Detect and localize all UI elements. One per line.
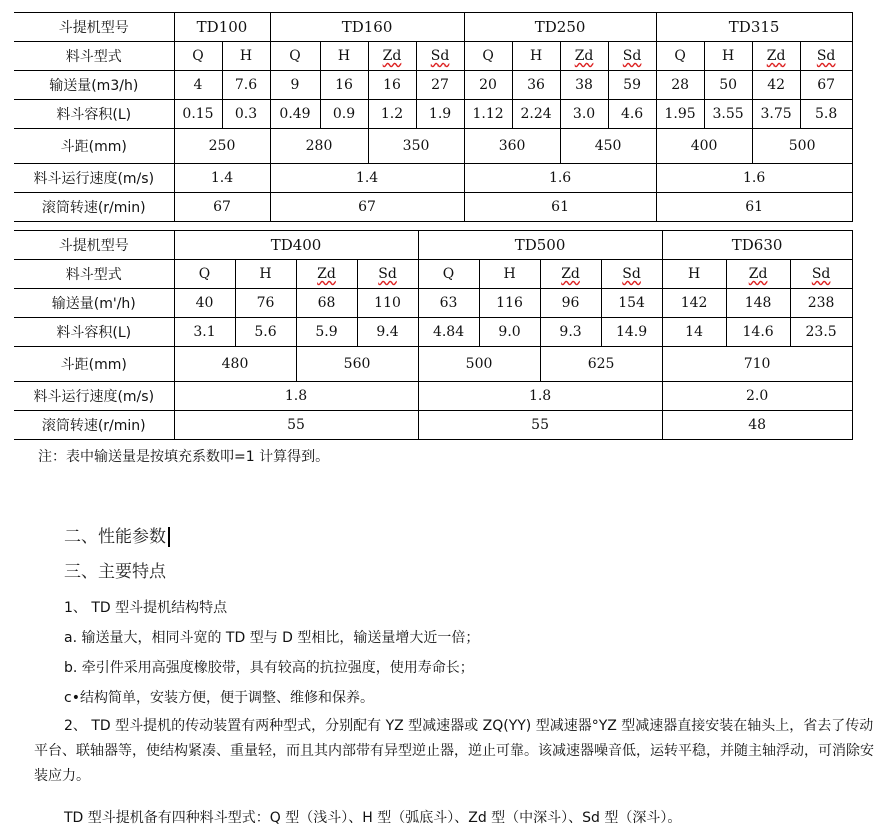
section-heading-performance[interactable]	[64, 522, 170, 547]
value-cell: 500	[418, 347, 540, 382]
type-cell: Zd	[726, 260, 790, 289]
type-cell: Zd	[540, 260, 601, 289]
table-row	[14, 100, 852, 129]
type-cell: Q	[656, 42, 704, 71]
row-label: 料斗运行速度(m/s)	[14, 164, 174, 193]
text-cursor	[168, 527, 170, 547]
value-cell: 480	[174, 347, 296, 382]
value-cell: 142	[662, 289, 726, 318]
value-cell: 67	[800, 71, 852, 100]
type-cell: Sd	[800, 42, 852, 71]
model-cell: TD315	[656, 13, 852, 42]
value-cell: 14.6	[726, 318, 790, 347]
value-cell: 61	[656, 193, 852, 222]
row-label: 斗提机型号	[14, 231, 174, 260]
paragraph: 2、 TD 型斗提机的传动装置有两种型式，分别配有 YZ 型减速器或 ZQ(YY) 型减速器°YZ 型减速器直接安装在轴头上，省去了传动平台、联轴器等，使结构紧凑、重量轻，而且其内部带有异型逆止器，逆止可靠。该减速器噪音低，运转平稳，并随主轴浮动，可消除安装应力。	[34, 718, 874, 784]
value-cell: 9.3	[540, 318, 601, 347]
paragraph: TD 型斗提机备有四种料斗型式：Q 型（浅斗）、H 型（弧底斗）、Zd 型（中深斗）、Sd 型（深斗）。	[64, 810, 682, 826]
row-label: 斗距(mm)	[14, 347, 174, 382]
value-cell: 5.9	[296, 318, 357, 347]
type-cell: H	[704, 42, 752, 71]
value-cell: 1.6	[656, 164, 852, 193]
model-cell: TD100	[174, 13, 270, 42]
value-cell: 0.49	[270, 100, 320, 129]
value-cell: 59	[608, 71, 656, 100]
value-cell: 1.4	[270, 164, 464, 193]
value-cell: 1.12	[464, 100, 512, 129]
value-cell: 67	[270, 193, 464, 222]
table-row	[14, 260, 852, 289]
value-cell: 625	[540, 347, 662, 382]
type-cell: H	[512, 42, 560, 71]
value-cell: 36	[512, 71, 560, 100]
value-cell: 116	[479, 289, 540, 318]
value-cell: 1.6	[464, 164, 656, 193]
value-cell: 238	[790, 289, 852, 318]
value-cell: 0.9	[320, 100, 368, 129]
value-cell: 76	[235, 289, 296, 318]
table-note: 注：表中输送量是按填充系数叩=1 计算得到。	[38, 449, 330, 465]
value-cell: 16	[368, 71, 416, 100]
value-cell: 360	[464, 129, 560, 164]
type-cell: H	[662, 260, 726, 289]
value-cell: 4.84	[418, 318, 479, 347]
type-cell: Q	[464, 42, 512, 71]
row-label: 滚筒转速(r/min)	[14, 193, 174, 222]
value-cell: 350	[368, 129, 464, 164]
row-label: 输送量(m'/h)	[14, 289, 174, 318]
spec-table-2	[14, 230, 853, 440]
model-cell: TD500	[418, 231, 662, 260]
row-label: 滚筒转速(r/min)	[14, 411, 174, 440]
value-cell: 40	[174, 289, 235, 318]
type-cell: Q	[174, 42, 222, 71]
row-label: 输送量(m3/h)	[14, 71, 174, 100]
row-label: 料斗型式	[14, 42, 174, 71]
value-cell: 400	[656, 129, 752, 164]
paragraph: 1、 TD 型斗提机结构特点	[64, 600, 228, 616]
row-label: 斗距(mm)	[14, 129, 174, 164]
table-row	[14, 289, 852, 318]
type-cell: Sd	[416, 42, 464, 71]
value-cell: 7.6	[222, 71, 270, 100]
value-cell: 63	[418, 289, 479, 318]
section-heading-features: 三、主要特点	[64, 562, 166, 582]
model-cell: TD160	[270, 13, 464, 42]
value-cell: 68	[296, 289, 357, 318]
value-cell: 27	[416, 71, 464, 100]
type-cell: H	[479, 260, 540, 289]
value-cell: 9.0	[479, 318, 540, 347]
value-cell: 5.6	[235, 318, 296, 347]
type-cell: Sd	[790, 260, 852, 289]
paragraph: b. 牵引件采用高强度橡胶带，具有较高的抗拉强度，使用寿命长；	[64, 660, 474, 676]
type-cell: Zd	[296, 260, 357, 289]
value-cell: 4.6	[608, 100, 656, 129]
value-cell: 450	[560, 129, 656, 164]
value-cell: 560	[296, 347, 418, 382]
value-cell: 3.0	[560, 100, 608, 129]
value-cell: 1.2	[368, 100, 416, 129]
table-row	[14, 13, 852, 42]
table-row	[14, 42, 852, 71]
value-cell: 3.55	[704, 100, 752, 129]
row-label: 料斗型式	[14, 260, 174, 289]
value-cell: 110	[357, 289, 418, 318]
paragraph: c•结构简单，安装方便，便于调整、维修和保养。	[64, 690, 374, 706]
table-row	[14, 231, 852, 260]
model-cell: TD630	[662, 231, 852, 260]
value-cell: 67	[174, 193, 270, 222]
value-cell: 3.1	[174, 318, 235, 347]
heading-text: 二、性能参数	[64, 527, 166, 547]
model-cell: TD250	[464, 13, 656, 42]
type-cell: Zd	[368, 42, 416, 71]
value-cell: 20	[464, 71, 512, 100]
value-cell: 5.8	[800, 100, 852, 129]
value-cell: 1.8	[418, 382, 662, 411]
type-cell: H	[235, 260, 296, 289]
type-cell: Q	[418, 260, 479, 289]
value-cell: 96	[540, 289, 601, 318]
value-cell: 2.24	[512, 100, 560, 129]
value-cell: 61	[464, 193, 656, 222]
model-cell: TD400	[174, 231, 418, 260]
value-cell: 0.3	[222, 100, 270, 129]
value-cell: 1.95	[656, 100, 704, 129]
value-cell: 3.75	[752, 100, 800, 129]
value-cell: 1.8	[174, 382, 418, 411]
type-cell: Sd	[608, 42, 656, 71]
table-row	[14, 71, 852, 100]
value-cell: 4	[174, 71, 222, 100]
value-cell: 14.9	[601, 318, 662, 347]
type-cell: H	[222, 42, 270, 71]
value-cell: 48	[662, 411, 852, 440]
table-row	[14, 347, 852, 382]
value-cell: 38	[560, 71, 608, 100]
type-cell: Q	[174, 260, 235, 289]
type-cell: Sd	[357, 260, 418, 289]
type-cell: Zd	[560, 42, 608, 71]
row-label: 料斗容积(L)	[14, 318, 174, 347]
table-row	[14, 382, 852, 411]
type-cell: Zd	[752, 42, 800, 71]
value-cell: 1.9	[416, 100, 464, 129]
value-cell: 710	[662, 347, 852, 382]
row-label: 斗提机型号	[14, 13, 174, 42]
table-row	[14, 318, 852, 347]
value-cell: 14	[662, 318, 726, 347]
value-cell: 9	[270, 71, 320, 100]
spec-table-1	[14, 12, 853, 222]
value-cell: 55	[174, 411, 418, 440]
value-cell: 55	[418, 411, 662, 440]
row-label: 料斗运行速度(m/s)	[14, 382, 174, 411]
value-cell: 50	[704, 71, 752, 100]
table-row	[14, 193, 852, 222]
value-cell: 1.4	[174, 164, 270, 193]
value-cell: 42	[752, 71, 800, 100]
value-cell: 9.4	[357, 318, 418, 347]
value-cell: 280	[270, 129, 368, 164]
value-cell: 0.15	[174, 100, 222, 129]
value-cell: 250	[174, 129, 270, 164]
value-cell: 28	[656, 71, 704, 100]
table-row	[14, 129, 852, 164]
type-cell: Q	[270, 42, 320, 71]
type-cell: Sd	[601, 260, 662, 289]
value-cell: 500	[752, 129, 852, 164]
table-row	[14, 164, 852, 193]
value-cell: 23.5	[790, 318, 852, 347]
table-row	[14, 411, 852, 440]
paragraph: a. 输送量大，相同斗宽的 TD 型与 D 型相比，输送量增大近一倍；	[64, 630, 480, 646]
value-cell: 2.0	[662, 382, 852, 411]
row-label: 料斗容积(L)	[14, 100, 174, 129]
type-cell: H	[320, 42, 368, 71]
value-cell: 16	[320, 71, 368, 100]
value-cell: 148	[726, 289, 790, 318]
value-cell: 154	[601, 289, 662, 318]
